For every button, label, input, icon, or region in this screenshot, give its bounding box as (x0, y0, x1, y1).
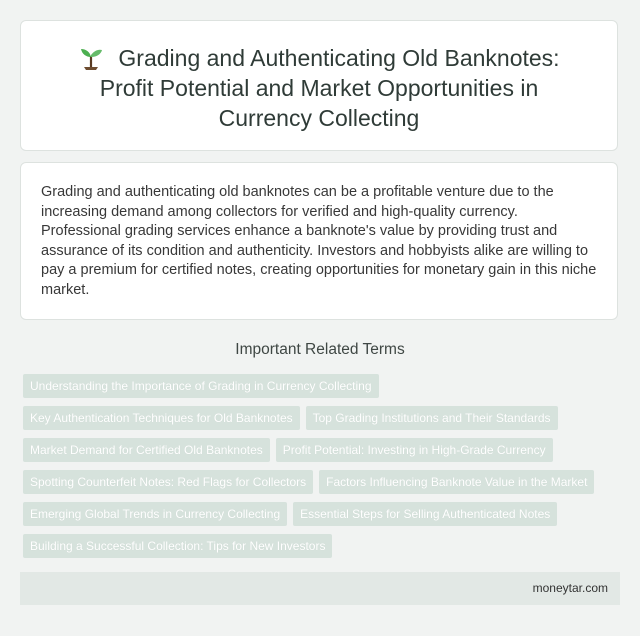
tag-label: Spotting Counterfeit Notes: Red Flags for Collectors (30, 475, 307, 489)
related-term-tag[interactable] (23, 470, 313, 494)
footer (20, 572, 620, 605)
title-card (20, 20, 618, 151)
related-terms-heading: Important Related Terms (235, 341, 405, 358)
related-term-tag[interactable] (23, 502, 287, 526)
tag-label: Understanding the Importance of Grading in Currency Collecting (30, 379, 372, 393)
tag-row (23, 406, 623, 438)
related-term-tag[interactable] (319, 470, 594, 494)
related-term-tag[interactable] (23, 406, 300, 430)
related-term-tag[interactable] (23, 534, 332, 558)
related-term-tag[interactable] (23, 374, 379, 398)
page-title (21, 21, 617, 133)
tag-label: Building a Successful Collection: Tips for New Investors (30, 539, 326, 553)
summary-text: Grading and authenticating old banknotes can be a profitable venture due to the increasing demand among collectors for verified and high-quality currency. Professional grading services enhance a banknote's value by providing trust and assurance of its condition and authenticity. Investors and hobbyists alike are willing to pay a premium for certified notes, creating opportunities for monetary gain in this niche market. (41, 184, 597, 298)
page-title-text: Grading and Authenticating Old Banknotes: Profit Potential and Market Opportunities in Currency Collecting (99, 45, 560, 131)
summary-card (20, 162, 618, 320)
tag-row (23, 534, 623, 566)
tag-row (23, 470, 623, 502)
sprout-icon (78, 44, 104, 70)
tag-row (23, 502, 623, 534)
tag-row (23, 438, 623, 470)
tag-label: Key Authentication Techniques for Old Banknotes (30, 411, 293, 425)
tag-label: Emerging Global Trends in Currency Collecting (30, 507, 281, 521)
related-term-tag[interactable] (276, 438, 553, 462)
related-term-tag[interactable] (306, 406, 558, 430)
tag-label: Essential Steps for Selling Authenticated Notes (300, 507, 551, 521)
tag-label: Market Demand for Certified Old Banknotes (30, 443, 263, 457)
site-link[interactable]: moneytar.com (532, 581, 608, 595)
tag-label: Profit Potential: Investing in High-Grade Currency (282, 443, 546, 457)
related-term-tag[interactable] (23, 438, 270, 462)
related-terms-list (23, 374, 623, 566)
tag-row (23, 374, 623, 406)
tag-label: Top Grading Institutions and Their Standards (312, 411, 551, 425)
tag-label: Factors Influencing Banknote Value in the Market (326, 475, 588, 489)
related-term-tag[interactable] (293, 502, 557, 526)
